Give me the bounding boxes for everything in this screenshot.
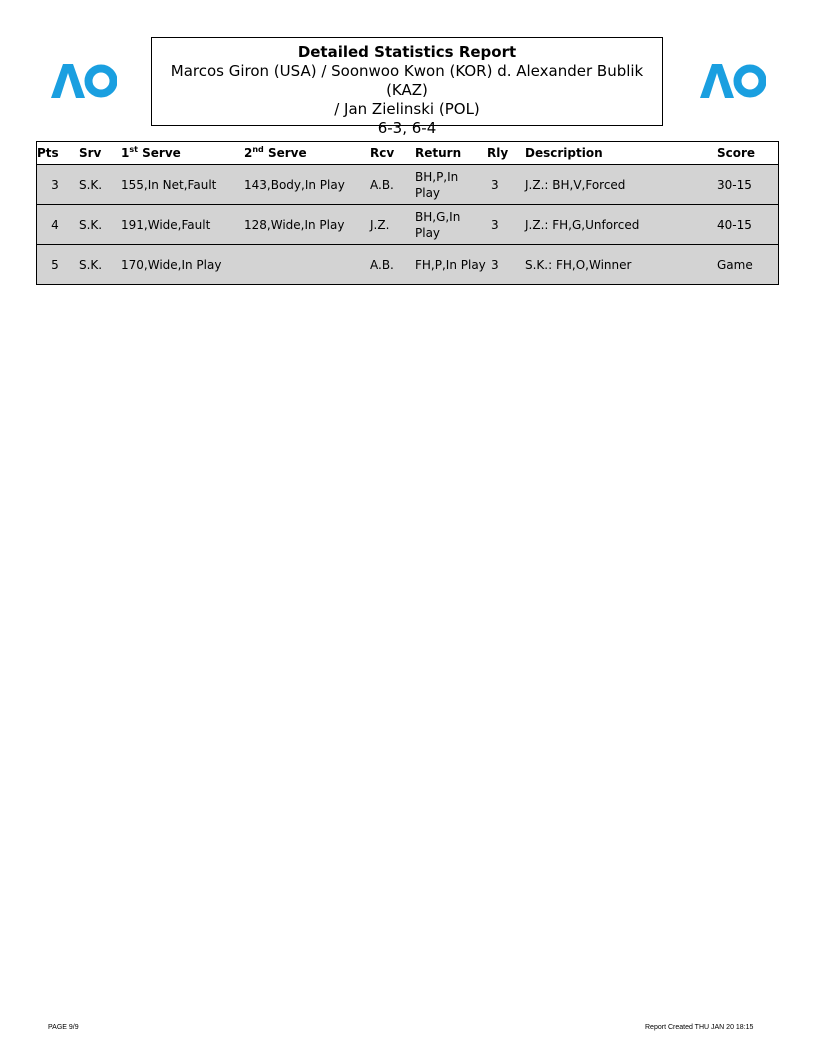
logo-a-shape bbox=[51, 64, 85, 98]
logo-a-shape bbox=[700, 64, 734, 98]
cell-pts: 4 bbox=[37, 205, 74, 245]
report-title-box bbox=[151, 37, 663, 137]
cell-second-serve: 143,Body,In Play bbox=[244, 165, 370, 205]
col-header-second-serve: 2nd Serve bbox=[244, 142, 370, 165]
cell-description: J.Z.: BH,V,Forced bbox=[525, 165, 717, 205]
cell-return: FH,P,In Play bbox=[415, 245, 487, 285]
cell-description: S.K.: FH,O,Winner bbox=[525, 245, 717, 285]
col-header-srv: Srv bbox=[73, 142, 121, 165]
cell-rly: 3 bbox=[487, 165, 525, 205]
cell-second-serve: 128,Wide,In Play bbox=[244, 205, 370, 245]
col-header-rly: Rly bbox=[487, 142, 525, 165]
cell-rly: 3 bbox=[487, 205, 525, 245]
table-row bbox=[37, 245, 779, 285]
match-score: 6-3, 6-4 bbox=[377, 119, 437, 137]
cell-score: 30-15 bbox=[717, 165, 779, 205]
cell-srv: S.K. bbox=[73, 165, 121, 205]
ao-logo-right bbox=[700, 64, 766, 98]
col-header-return: Return bbox=[415, 142, 487, 165]
cell-return: BH,P,In Play bbox=[415, 165, 487, 205]
col-header-first-serve: 1st Serve bbox=[121, 142, 244, 165]
table-row bbox=[37, 165, 779, 205]
cell-first-serve: 191,Wide,Fault bbox=[121, 205, 244, 245]
logo-o-shape bbox=[89, 69, 114, 94]
report-heading: Detailed Statistics Report bbox=[297, 43, 517, 61]
page-number: PAGE 9/9 bbox=[48, 1024, 79, 1031]
cell-score: Game bbox=[717, 245, 779, 285]
point-stats-table bbox=[36, 141, 779, 285]
cell-description: J.Z.: FH,G,Unforced bbox=[525, 205, 717, 245]
col-header-description: Description bbox=[525, 142, 717, 165]
cell-rcv: A.B. bbox=[370, 165, 415, 205]
col-header-rcv: Rcv bbox=[370, 142, 415, 165]
cell-rcv: J.Z. bbox=[370, 205, 415, 245]
cell-return: BH,G,In Play bbox=[415, 205, 487, 245]
cell-rcv: A.B. bbox=[370, 245, 415, 285]
cell-srv: S.K. bbox=[73, 205, 121, 245]
col-header-pts: Pts bbox=[37, 142, 74, 165]
match-line-2: / Jan Zielinski (POL) bbox=[334, 100, 480, 118]
report-created-timestamp: Report Created THU JAN 20 18:15 bbox=[645, 1024, 754, 1031]
col-header-score: Score bbox=[717, 142, 779, 165]
cell-pts: 5 bbox=[37, 245, 74, 285]
cell-srv: S.K. bbox=[73, 245, 121, 285]
table-row bbox=[37, 205, 779, 245]
cell-first-serve: 170,Wide,In Play bbox=[121, 245, 244, 285]
cell-score: 40-15 bbox=[717, 205, 779, 245]
logo-o-shape bbox=[738, 69, 763, 94]
cell-first-serve: 155,In Net,Fault bbox=[121, 165, 244, 205]
match-line-1: Marcos Giron (USA) / Soonwoo Kwon (KOR) d. Alexander Bublik (KAZ) bbox=[170, 62, 644, 99]
table-header-row bbox=[37, 142, 779, 165]
cell-pts: 3 bbox=[37, 165, 74, 205]
cell-second-serve bbox=[244, 245, 370, 285]
cell-rly: 3 bbox=[487, 245, 525, 285]
ao-logo-left bbox=[51, 64, 117, 98]
